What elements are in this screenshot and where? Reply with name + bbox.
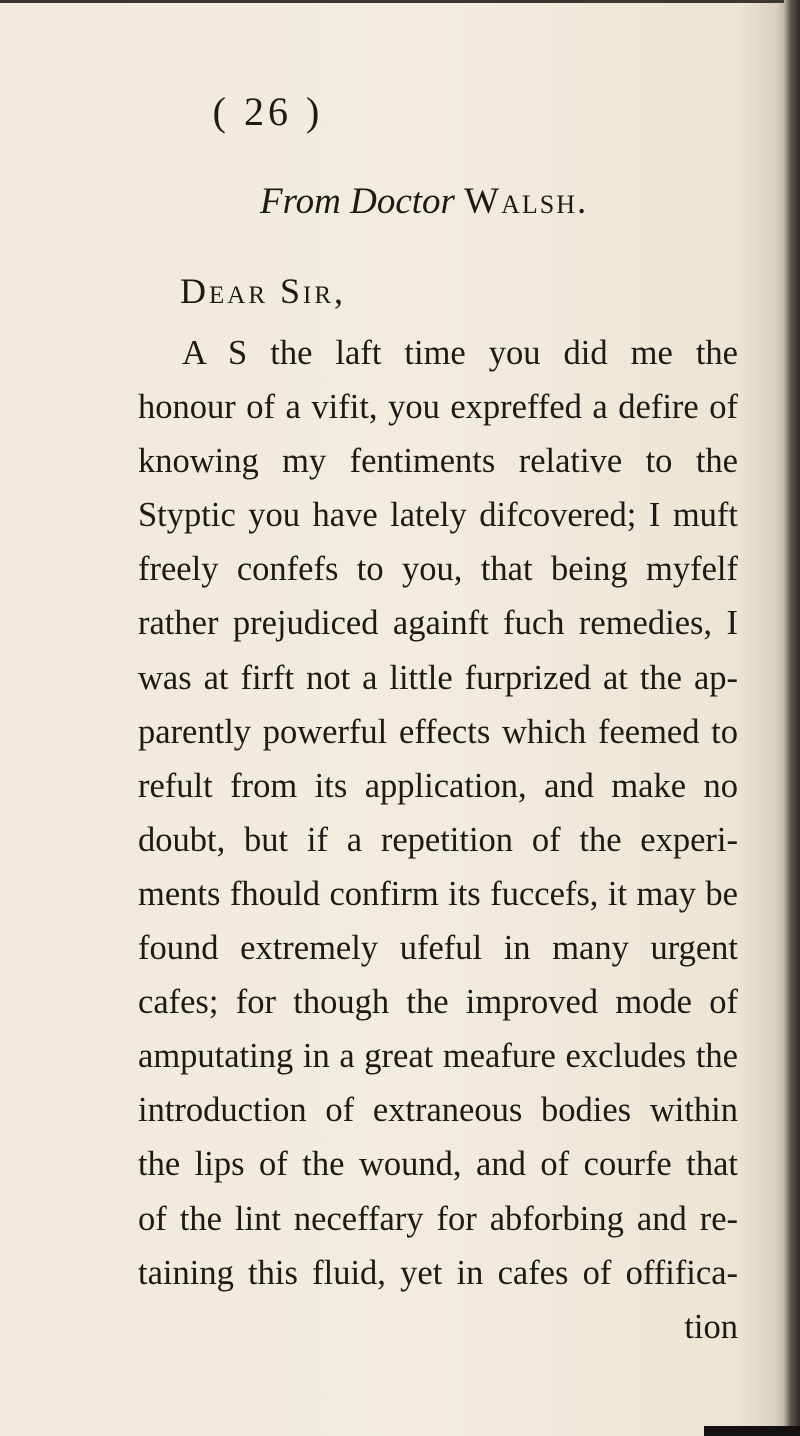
body-line-catchword: tion <box>684 1307 738 1346</box>
page-number: ( 26 ) <box>212 89 324 134</box>
letter-heading <box>260 180 588 223</box>
body-line: was at firft not a little furprized at the ap- <box>138 658 738 697</box>
body-line: refult from its application, and make no <box>138 766 738 805</box>
salutation: Dear Sir, <box>180 271 347 311</box>
body-line: honour of a vifit, you expreffed a defire of <box>138 388 738 427</box>
body-line: parently powerful effects which feemed to <box>138 712 738 751</box>
body-line: doubt, but if a repetition of the experi- <box>138 820 738 859</box>
binding-edge <box>784 0 800 1436</box>
body-line: Styptic you have lately difcovered; I muft <box>138 496 738 535</box>
heading-prefix: From Doctor <box>260 181 455 222</box>
heading-author-name: Walsh. <box>464 181 589 222</box>
top-edge-rule <box>0 0 800 3</box>
body-line: amputating in a great meafure excludes the <box>138 1037 738 1076</box>
body-line: A S the laft time you did me the <box>182 334 738 372</box>
body-line: found extremely ufeful in many urgent <box>138 929 738 968</box>
body-line: cafes; for though the improved mode of <box>138 983 738 1022</box>
body-line: of the lint neceffary for abforbing and re- <box>138 1199 738 1238</box>
bottom-corner-shadow <box>704 1426 800 1436</box>
body-line: ments fhould confirm its fuccefs, it may be <box>138 874 738 913</box>
letter-body <box>138 326 738 1354</box>
body-line: rather prejudiced againft fuch remedies, I <box>138 604 738 643</box>
body-line: introduction of extraneous bodies within <box>138 1091 738 1130</box>
body-line: freely confefs to you, that being myfelf <box>138 550 738 589</box>
body-line: the lips of the wound, and of courfe that <box>138 1145 738 1184</box>
body-line: knowing my fentiments relative to the <box>138 442 738 481</box>
body-line: taining this fluid, yet in cafes of offifica- <box>138 1253 738 1292</box>
